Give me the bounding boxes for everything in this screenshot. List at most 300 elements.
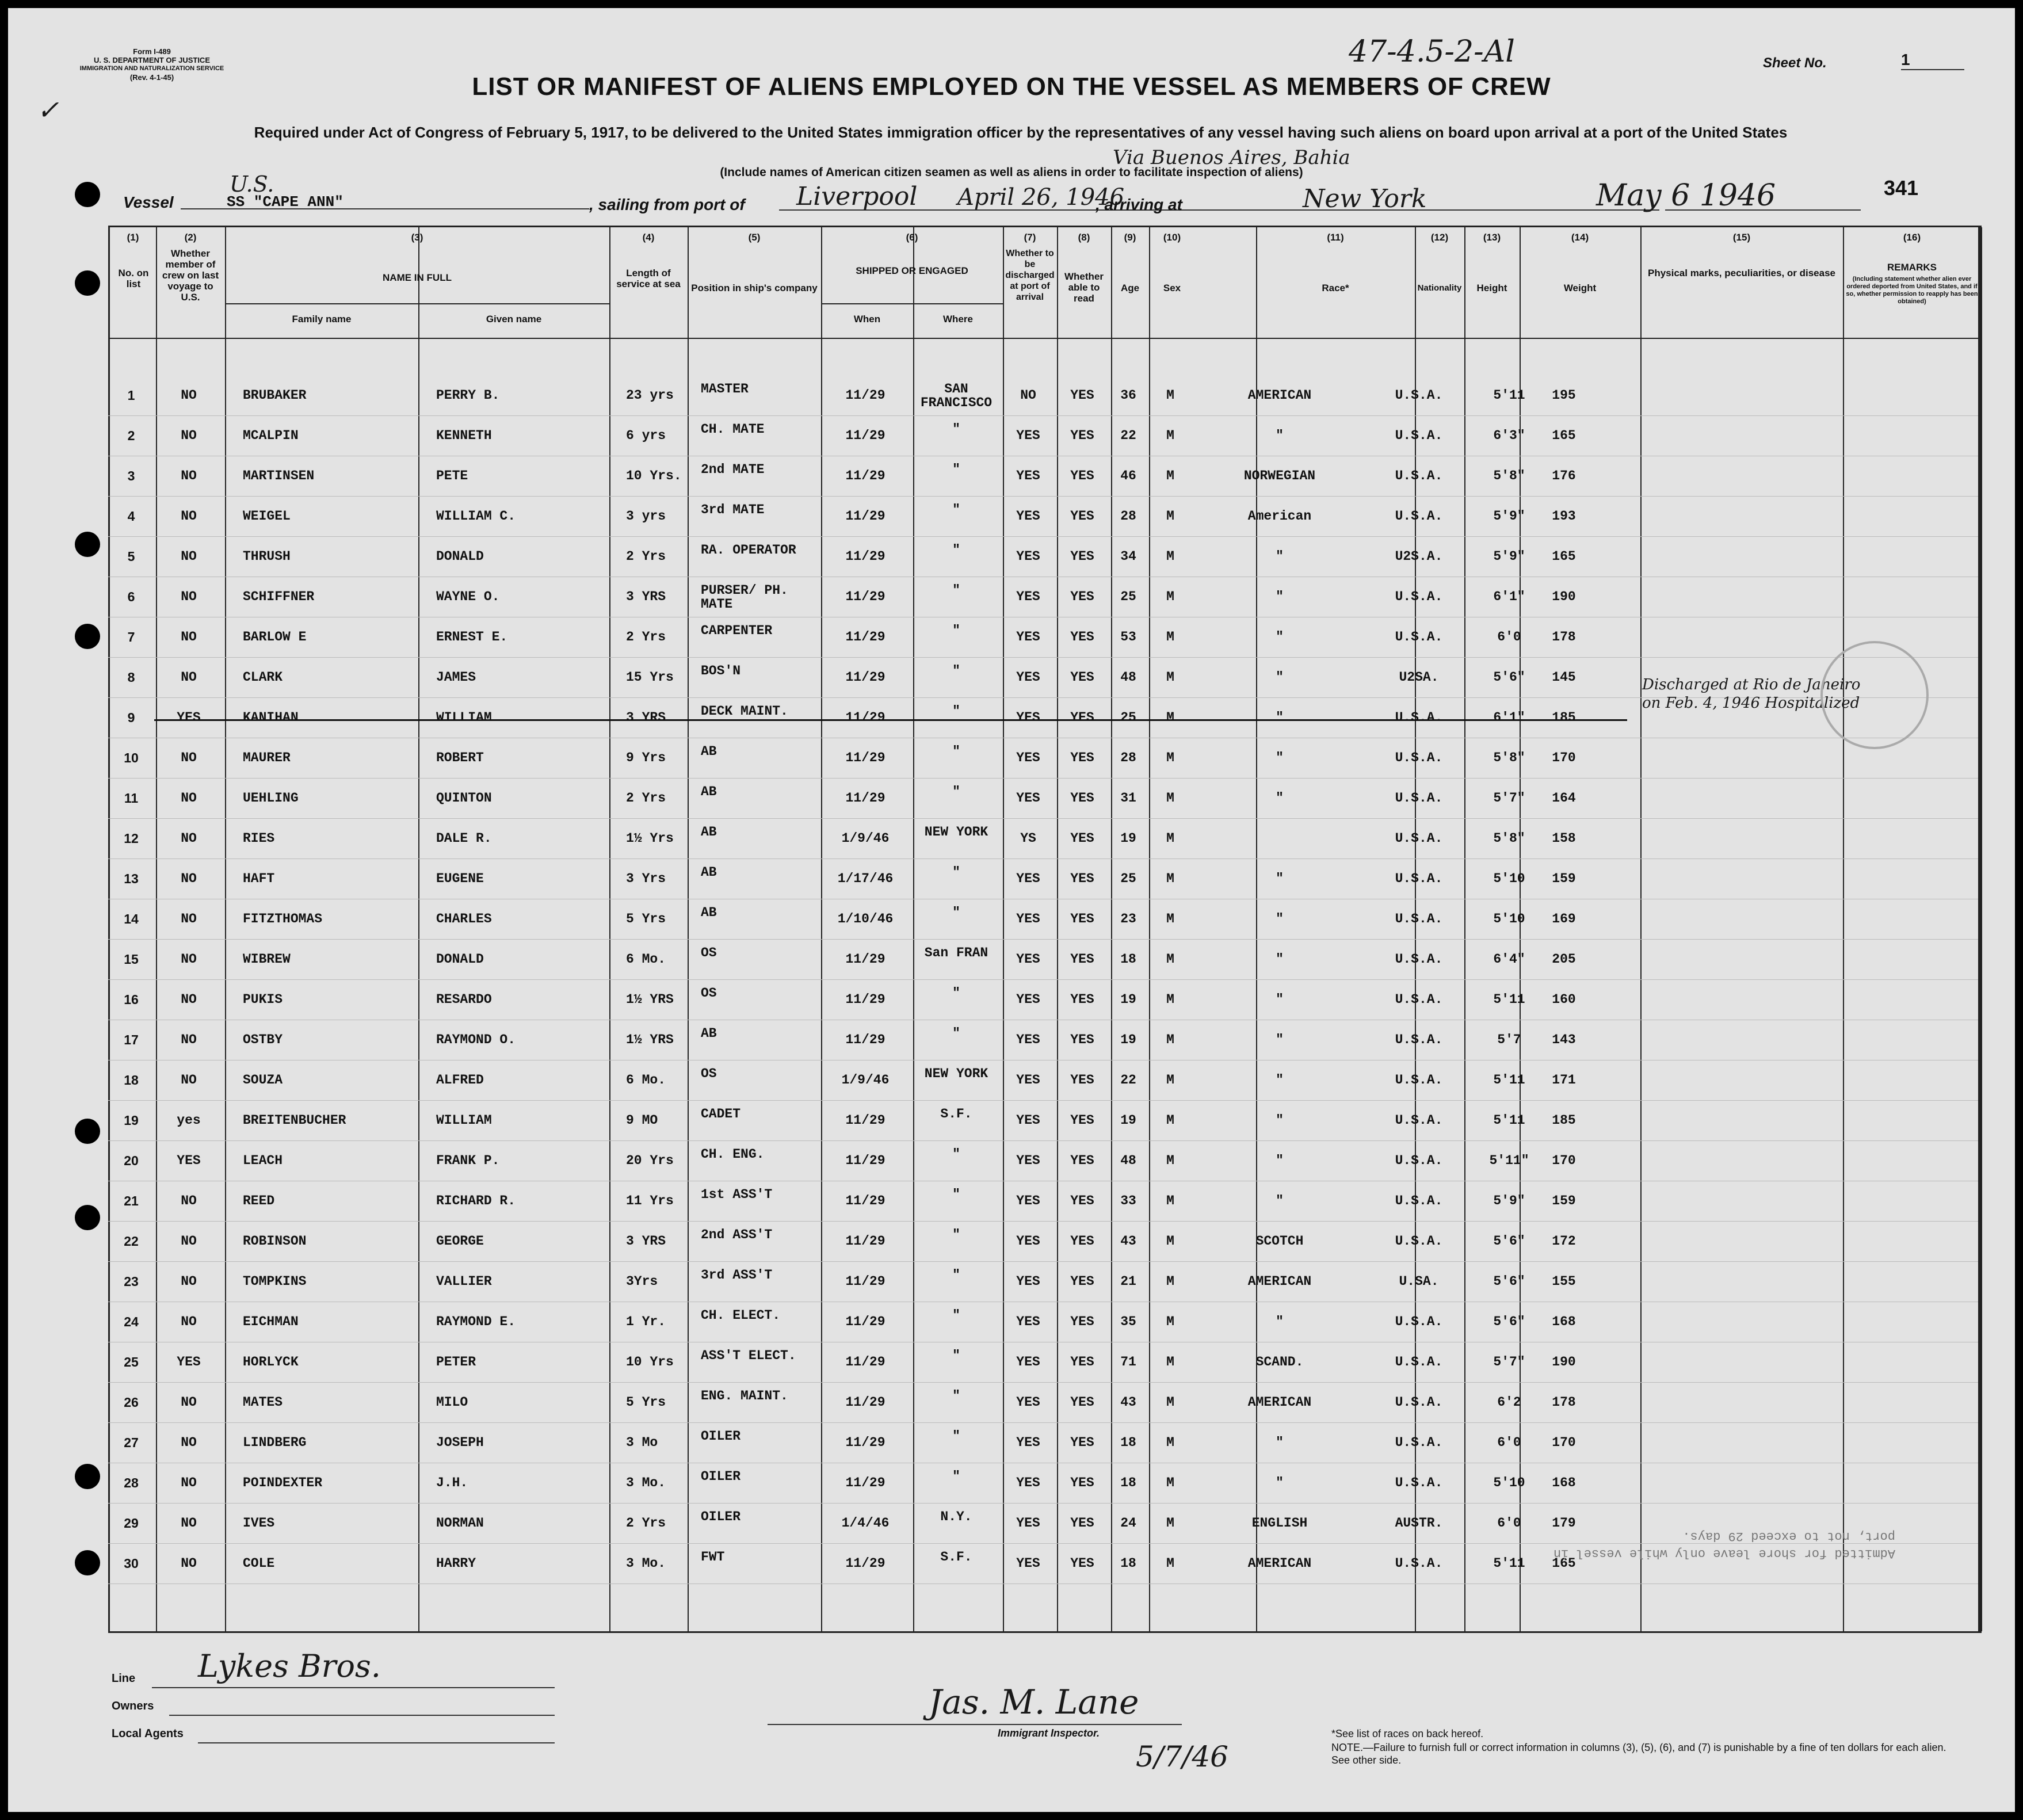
form-service: IMMIGRATION AND NATURALIZATION SERVICE [79, 65, 224, 72]
given-name: RAYMOND O. [436, 1032, 516, 1047]
nationality: U.S.A. [1395, 388, 1443, 403]
race: " [1276, 1073, 1284, 1088]
position: AB [701, 865, 717, 880]
position: CARPENTER [701, 623, 773, 638]
family-name: BARLOW E [243, 629, 307, 644]
page-title: LIST OR MANIFEST OF ALIENS EMPLOYED ON THE VESSEL AS MEMBERS OF CREW [472, 73, 1551, 101]
col14-label: Weight [1563, 283, 1597, 293]
family-name: BREITENBUCHER [243, 1113, 346, 1128]
height: 6'0 [1497, 1435, 1521, 1450]
race: AMERICAN [1247, 1274, 1312, 1289]
prev-voyage: NO [181, 629, 197, 644]
to-be-discharged: YES [1016, 468, 1040, 483]
given-name: DALE R. [436, 831, 492, 846]
form-revision: (Rev. 4-1-45) [129, 73, 174, 82]
row-number: 29 [124, 1516, 139, 1531]
length-of-service: 6 Mo. [626, 1073, 666, 1088]
able-to-read: YES [1070, 1314, 1094, 1329]
age: 19 [1120, 1032, 1136, 1047]
age: 28 [1120, 509, 1136, 524]
vessel-label: Vessel [123, 193, 174, 211]
sex: M [1166, 911, 1174, 926]
given-name: MILO [436, 1395, 468, 1410]
given-name: J.H. [436, 1475, 468, 1490]
shipped-when: 11/29 [845, 1234, 885, 1249]
nationality: U.S.A. [1395, 1556, 1443, 1571]
table-row [108, 1142, 1978, 1182]
height: 6'0 [1497, 629, 1521, 644]
age: 18 [1120, 1475, 1136, 1490]
nationality: U.S.A. [1395, 911, 1443, 926]
crew-rows [108, 336, 1978, 1630]
length-of-service: 5 Yrs [626, 911, 666, 926]
sex: M [1166, 871, 1174, 886]
length-of-service: 1 Yr. [626, 1314, 666, 1329]
to-be-discharged: YES [1016, 1395, 1040, 1410]
col3-given: Given name [486, 314, 542, 325]
line-underline [152, 1687, 555, 1688]
fine-note: NOTE.—Failure to furnish full or correct information in columns (3), (5), (6), and (7) is punishable by a fine of ten dollars for each alien. See other side. [1331, 1742, 1946, 1766]
shipped-when: 11/29 [845, 1354, 885, 1369]
able-to-read: YES [1070, 952, 1094, 967]
nationality: U.S.A. [1395, 750, 1443, 765]
given-name: GEORGE [436, 1234, 484, 1249]
to-be-discharged: NO [1020, 388, 1036, 403]
given-name: DONALD [436, 549, 484, 564]
weight: 168 [1552, 1475, 1576, 1490]
position: AB [701, 744, 717, 759]
height: 6'0 [1497, 1516, 1521, 1531]
col7-num: (7) [1024, 232, 1036, 243]
arriving-label: , arriving at [1096, 196, 1182, 213]
footer-line-value: Lykes Bros. [198, 1648, 381, 1684]
able-to-read: YES [1070, 1193, 1094, 1208]
shipped-where: " [952, 1187, 960, 1202]
race: " [1276, 871, 1284, 886]
row-number: 7 [127, 629, 135, 644]
position: CH. MATE [701, 422, 765, 437]
height: 5'8" [1493, 468, 1525, 483]
sex: M [1166, 1395, 1174, 1410]
sex: M [1166, 1314, 1174, 1329]
able-to-read: YES [1070, 911, 1094, 926]
nationality: U.S.A. [1395, 1234, 1443, 1249]
weight: 165 [1552, 549, 1576, 564]
col16-label: REMARKS [1887, 262, 1937, 273]
col12-num: (12) [1430, 232, 1449, 243]
position: AB [701, 1026, 717, 1041]
sex: M [1166, 1073, 1174, 1088]
sex: M [1166, 1475, 1174, 1490]
shipped-where: " [952, 986, 960, 1001]
sailing-label: , sailing from port of [589, 196, 745, 213]
length-of-service: 15 Yrs [626, 670, 674, 685]
sailing-date: April 26, 1946 [957, 184, 1125, 211]
sex: M [1166, 992, 1174, 1007]
prev-voyage: NO [181, 1395, 197, 1410]
sex: M [1166, 750, 1174, 765]
prev-voyage: NO [181, 468, 197, 483]
shipped-where: " [952, 905, 960, 920]
table-row [108, 940, 1978, 980]
row-number: 11 [124, 791, 139, 806]
able-to-read: YES [1070, 1556, 1094, 1571]
col3-label: NAME IN FULL [383, 272, 452, 283]
weight: 169 [1552, 911, 1576, 926]
to-be-discharged: YES [1016, 1073, 1040, 1088]
age: 21 [1120, 1274, 1136, 1289]
position: 3rd ASS'T [701, 1268, 773, 1283]
row-number: 19 [124, 1113, 139, 1128]
height: 5'7 [1497, 1032, 1521, 1047]
prev-voyage: NO [181, 1274, 197, 1289]
col16-sub: (Including statement whether alien ever ordered deported from United States, and if so, whether permission to reapply has been obtained) [1846, 276, 1978, 305]
table-row [108, 537, 1978, 578]
given-name: VALLIER [436, 1274, 492, 1289]
table-row [108, 739, 1978, 779]
able-to-read: YES [1070, 1113, 1094, 1128]
shipped-where: S.F. [940, 1550, 972, 1565]
weight: 171 [1552, 1073, 1576, 1088]
prev-voyage: yes [177, 1113, 201, 1128]
weight: 179 [1552, 1516, 1576, 1531]
sex: M [1166, 1032, 1174, 1047]
position: FWT [701, 1550, 725, 1565]
table-row [108, 900, 1978, 940]
col7-label: Whether to be discharged at port of arrival [1005, 249, 1055, 302]
given-name: FRANK P. [436, 1153, 500, 1168]
table-row [108, 819, 1978, 860]
age: 28 [1120, 750, 1136, 765]
age: 23 [1120, 911, 1136, 926]
age: 46 [1120, 468, 1136, 483]
weight: 170 [1552, 750, 1576, 765]
shipped-when: 11/29 [845, 670, 885, 685]
punch-hole-icon [75, 624, 100, 649]
family-name: HORLYCK [243, 1354, 299, 1369]
row-number: 28 [124, 1475, 139, 1490]
row-number: 15 [124, 952, 139, 967]
col3-family: Family name [292, 314, 352, 325]
position: OILER [701, 1469, 741, 1484]
position: BOS'N [701, 663, 741, 678]
race: " [1276, 549, 1284, 564]
prev-voyage: NO [181, 428, 197, 443]
col9-label: Age [1120, 283, 1140, 293]
position: 2nd ASS'T [701, 1227, 773, 1242]
sex: M [1166, 1113, 1174, 1128]
weight: 205 [1552, 952, 1576, 967]
sex: M [1166, 1516, 1174, 1531]
family-name: PUKIS [243, 992, 283, 1007]
nationality: U.S.A. [1395, 952, 1443, 967]
nationality: U.S.A. [1395, 831, 1443, 846]
given-name: QUINTON [436, 791, 492, 806]
shipped-when: 11/29 [845, 468, 885, 483]
height: 6'1" [1493, 589, 1525, 604]
table-row [108, 376, 1978, 417]
height: 5'7" [1493, 791, 1525, 806]
nationality: U.S.A. [1395, 1073, 1443, 1088]
weight: 172 [1552, 1234, 1576, 1249]
shipped-when: 11/29 [845, 1274, 885, 1289]
family-name: MCALPIN [243, 428, 299, 443]
age: 36 [1120, 388, 1136, 403]
table-row [108, 497, 1978, 537]
shipped-where: " [952, 704, 960, 719]
height: 5'6" [1493, 1234, 1525, 1249]
table-row [108, 578, 1978, 618]
height: 5'9" [1493, 1193, 1525, 1208]
sex: M [1166, 468, 1174, 483]
position: AB [701, 784, 717, 799]
table-row [108, 457, 1978, 497]
to-be-discharged: YES [1016, 952, 1040, 967]
page-subtitle: Required under Act of Congress of February 5, 1917, to be delivered to the United States immigration officer by the representatives of any vessel having such aliens on board upon arrival at a port of the United States [254, 124, 1788, 141]
prev-voyage: NO [181, 509, 197, 524]
nationality: U.S.A. [1395, 1435, 1443, 1450]
weight: 193 [1552, 509, 1576, 524]
age: 25 [1120, 710, 1136, 725]
nationality: U.S.A. [1395, 1395, 1443, 1410]
age: 19 [1120, 1113, 1136, 1128]
to-be-discharged: YES [1016, 428, 1040, 443]
race: " [1276, 1475, 1284, 1490]
age: 48 [1120, 1153, 1136, 1168]
family-name: WEIGEL [243, 509, 291, 524]
family-name: KANIHAN [243, 710, 299, 725]
inspector-signature: Jas. M. Lane [929, 1682, 1139, 1722]
col12-label: Nationality [1417, 283, 1462, 293]
punch-hole-icon [75, 270, 100, 296]
length-of-service: 6 yrs [626, 428, 666, 443]
height: 5'11 [1493, 388, 1525, 403]
owners-underline [169, 1715, 555, 1716]
weight: 185 [1552, 710, 1576, 725]
age: 31 [1120, 791, 1136, 806]
given-name: PETE [436, 468, 468, 483]
able-to-read: YES [1070, 1354, 1094, 1369]
prev-voyage: YES [177, 1354, 201, 1369]
to-be-discharged: YES [1016, 750, 1040, 765]
race: AMERICAN [1247, 1395, 1312, 1410]
row-number: 18 [124, 1073, 139, 1088]
consular-stamp-icon [1820, 641, 1929, 749]
weight: 164 [1552, 791, 1576, 806]
col1-label: No. on list [118, 268, 149, 289]
col4-num: (4) [642, 232, 655, 243]
shipped-where: " [952, 502, 960, 517]
weight: 159 [1552, 871, 1576, 886]
prev-voyage: NO [181, 831, 197, 846]
to-be-discharged: YES [1016, 1113, 1040, 1128]
to-be-discharged: YES [1016, 911, 1040, 926]
weight: 158 [1552, 831, 1576, 846]
sex: M [1166, 1274, 1174, 1289]
weight: 170 [1552, 1153, 1576, 1168]
race: " [1276, 992, 1284, 1007]
family-name: COLE [243, 1556, 275, 1571]
weight: 145 [1552, 670, 1576, 685]
punch-hole-icon [75, 532, 100, 557]
table-row [108, 618, 1978, 658]
able-to-read: YES [1070, 509, 1094, 524]
weight: 143 [1552, 1032, 1576, 1047]
to-be-discharged: YES [1016, 1193, 1040, 1208]
col10-num: (10) [1163, 232, 1181, 243]
able-to-read: YES [1070, 1435, 1094, 1450]
length-of-service: 3 yrs [626, 509, 666, 524]
height: 5'7" [1493, 1354, 1525, 1369]
shipped-where: " [952, 462, 960, 477]
able-to-read: YES [1070, 1032, 1094, 1047]
able-to-read: YES [1070, 871, 1094, 886]
shipped-when: 11/29 [845, 1153, 885, 1168]
able-to-read: YES [1070, 589, 1094, 604]
punch-hole-icon [75, 182, 100, 207]
shipped-when: 11/29 [845, 710, 885, 725]
col15-num: (15) [1732, 232, 1751, 243]
shipped-when: 1/9/46 [841, 1073, 890, 1088]
family-name: ROBINSON [243, 1234, 307, 1249]
col5-label: Position in ship's company [691, 283, 818, 293]
prev-voyage: YES [177, 710, 201, 725]
family-name: OSTBY [243, 1032, 283, 1047]
col10-label: Sex [1163, 283, 1181, 293]
given-name: CHARLES [436, 911, 492, 926]
length-of-service: 2 Yrs [626, 549, 666, 564]
nationality: U.S.A. [1395, 1354, 1443, 1369]
col8-num: (8) [1078, 232, 1090, 243]
age: 24 [1120, 1516, 1136, 1531]
col2-num: (2) [184, 232, 197, 243]
races-note: *See list of races on back hereof. [1331, 1728, 1484, 1739]
punch-hole-icon [75, 1550, 100, 1575]
length-of-service: 3 YRS [626, 1234, 666, 1249]
able-to-read: YES [1070, 428, 1094, 443]
race: " [1276, 1153, 1284, 1168]
shipped-where: " [952, 1026, 960, 1041]
col2-label: Whether member of crew on last voyage to U.S. [162, 248, 219, 303]
able-to-read: YES [1070, 468, 1094, 483]
family-name: BRUBAKER [243, 388, 307, 403]
nationality: U.S.A. [1395, 589, 1443, 604]
prev-voyage: NO [181, 589, 197, 604]
row-number: 23 [124, 1274, 139, 1289]
length-of-service: 11 Yrs [626, 1193, 674, 1208]
length-of-service: 1½ Yrs [626, 831, 674, 846]
able-to-read: YES [1070, 1073, 1094, 1088]
to-be-discharged: YES [1016, 1516, 1040, 1531]
height: 6'4" [1493, 952, 1525, 967]
table-row [108, 860, 1978, 900]
col14-num: (14) [1571, 232, 1589, 243]
age: 22 [1120, 1073, 1136, 1088]
height: 5'9" [1493, 549, 1525, 564]
to-be-discharged: YES [1016, 1475, 1040, 1490]
to-be-discharged: YS [1020, 831, 1036, 846]
shipped-where: SAN FRANCISCO [920, 381, 993, 410]
sex: M [1166, 428, 1174, 443]
shipped-when: 11/29 [845, 1314, 885, 1329]
sheet-number-value: 1 [1901, 51, 1964, 70]
table-row [108, 1021, 1978, 1061]
race: " [1276, 710, 1284, 725]
nationality: U.S.A. [1395, 1193, 1443, 1208]
family-name: LINDBERG [243, 1435, 307, 1450]
race: " [1276, 670, 1284, 685]
height: 5'11 [1493, 1113, 1525, 1128]
prev-voyage: NO [181, 992, 197, 1007]
length-of-service: 9 MO [626, 1113, 658, 1128]
row-number: 2 [127, 428, 135, 443]
age: 18 [1120, 1556, 1136, 1571]
age: 25 [1120, 871, 1136, 886]
prev-voyage: NO [181, 1435, 197, 1450]
row-number: 1 [127, 388, 135, 403]
row-number: 20 [124, 1153, 139, 1168]
arrival-date: May 6 1946 [1596, 178, 1776, 213]
given-name: PETER [436, 1354, 476, 1369]
row-number: 24 [124, 1314, 139, 1329]
family-name: SOUZA [243, 1073, 283, 1088]
able-to-read: YES [1070, 549, 1094, 564]
nationality: U.S.A. [1395, 428, 1443, 443]
age: 22 [1120, 428, 1136, 443]
nationality: U2SA. [1399, 670, 1439, 685]
length-of-service: 10 Yrs. [626, 468, 682, 483]
family-name: TOMPKINS [243, 1274, 307, 1289]
race: " [1276, 1314, 1284, 1329]
weight: 170 [1552, 1435, 1576, 1450]
col4-label: Length of service at sea [616, 268, 681, 289]
given-name: PERRY B. [436, 388, 500, 403]
shipped-when: 11/29 [845, 952, 885, 967]
row-number: 5 [127, 549, 135, 564]
shipped-when: 11/29 [845, 1556, 885, 1571]
height: 6'1" [1493, 710, 1525, 725]
shipped-where: " [952, 865, 960, 880]
sex: M [1166, 629, 1174, 644]
col5-num: (5) [748, 232, 761, 243]
able-to-read: YES [1070, 1153, 1094, 1168]
given-name: JOSEPH [436, 1435, 484, 1450]
row-number: 26 [124, 1395, 139, 1410]
row-number: 25 [124, 1354, 139, 1369]
length-of-service: 2 Yrs [626, 629, 666, 644]
row-number: 10 [124, 750, 139, 765]
given-name: RICHARD R. [436, 1193, 516, 1208]
prev-voyage: NO [181, 1475, 197, 1490]
height: 5'10 [1493, 871, 1525, 886]
table-row [108, 1101, 1978, 1142]
weight: 160 [1552, 992, 1576, 1007]
height: 5'6" [1493, 1274, 1525, 1289]
table-row [108, 1383, 1978, 1424]
family-name: RIES [243, 831, 275, 846]
shipped-when: 11/29 [845, 1113, 885, 1128]
reversed-shore-leave-note: Admitted for shore leave only while vessel in port, not to exceed 29 days. [1553, 1529, 1895, 1560]
to-be-discharged: YES [1016, 670, 1040, 685]
handwritten-reference: 47-4.5-2-Al [1349, 35, 1515, 69]
prev-voyage: NO [181, 911, 197, 926]
shipped-where: " [952, 1268, 960, 1283]
position: CADET [701, 1107, 741, 1121]
table-row [108, 1061, 1978, 1101]
race: " [1276, 911, 1284, 926]
position: OS [701, 945, 717, 960]
prev-voyage: YES [177, 1153, 201, 1168]
